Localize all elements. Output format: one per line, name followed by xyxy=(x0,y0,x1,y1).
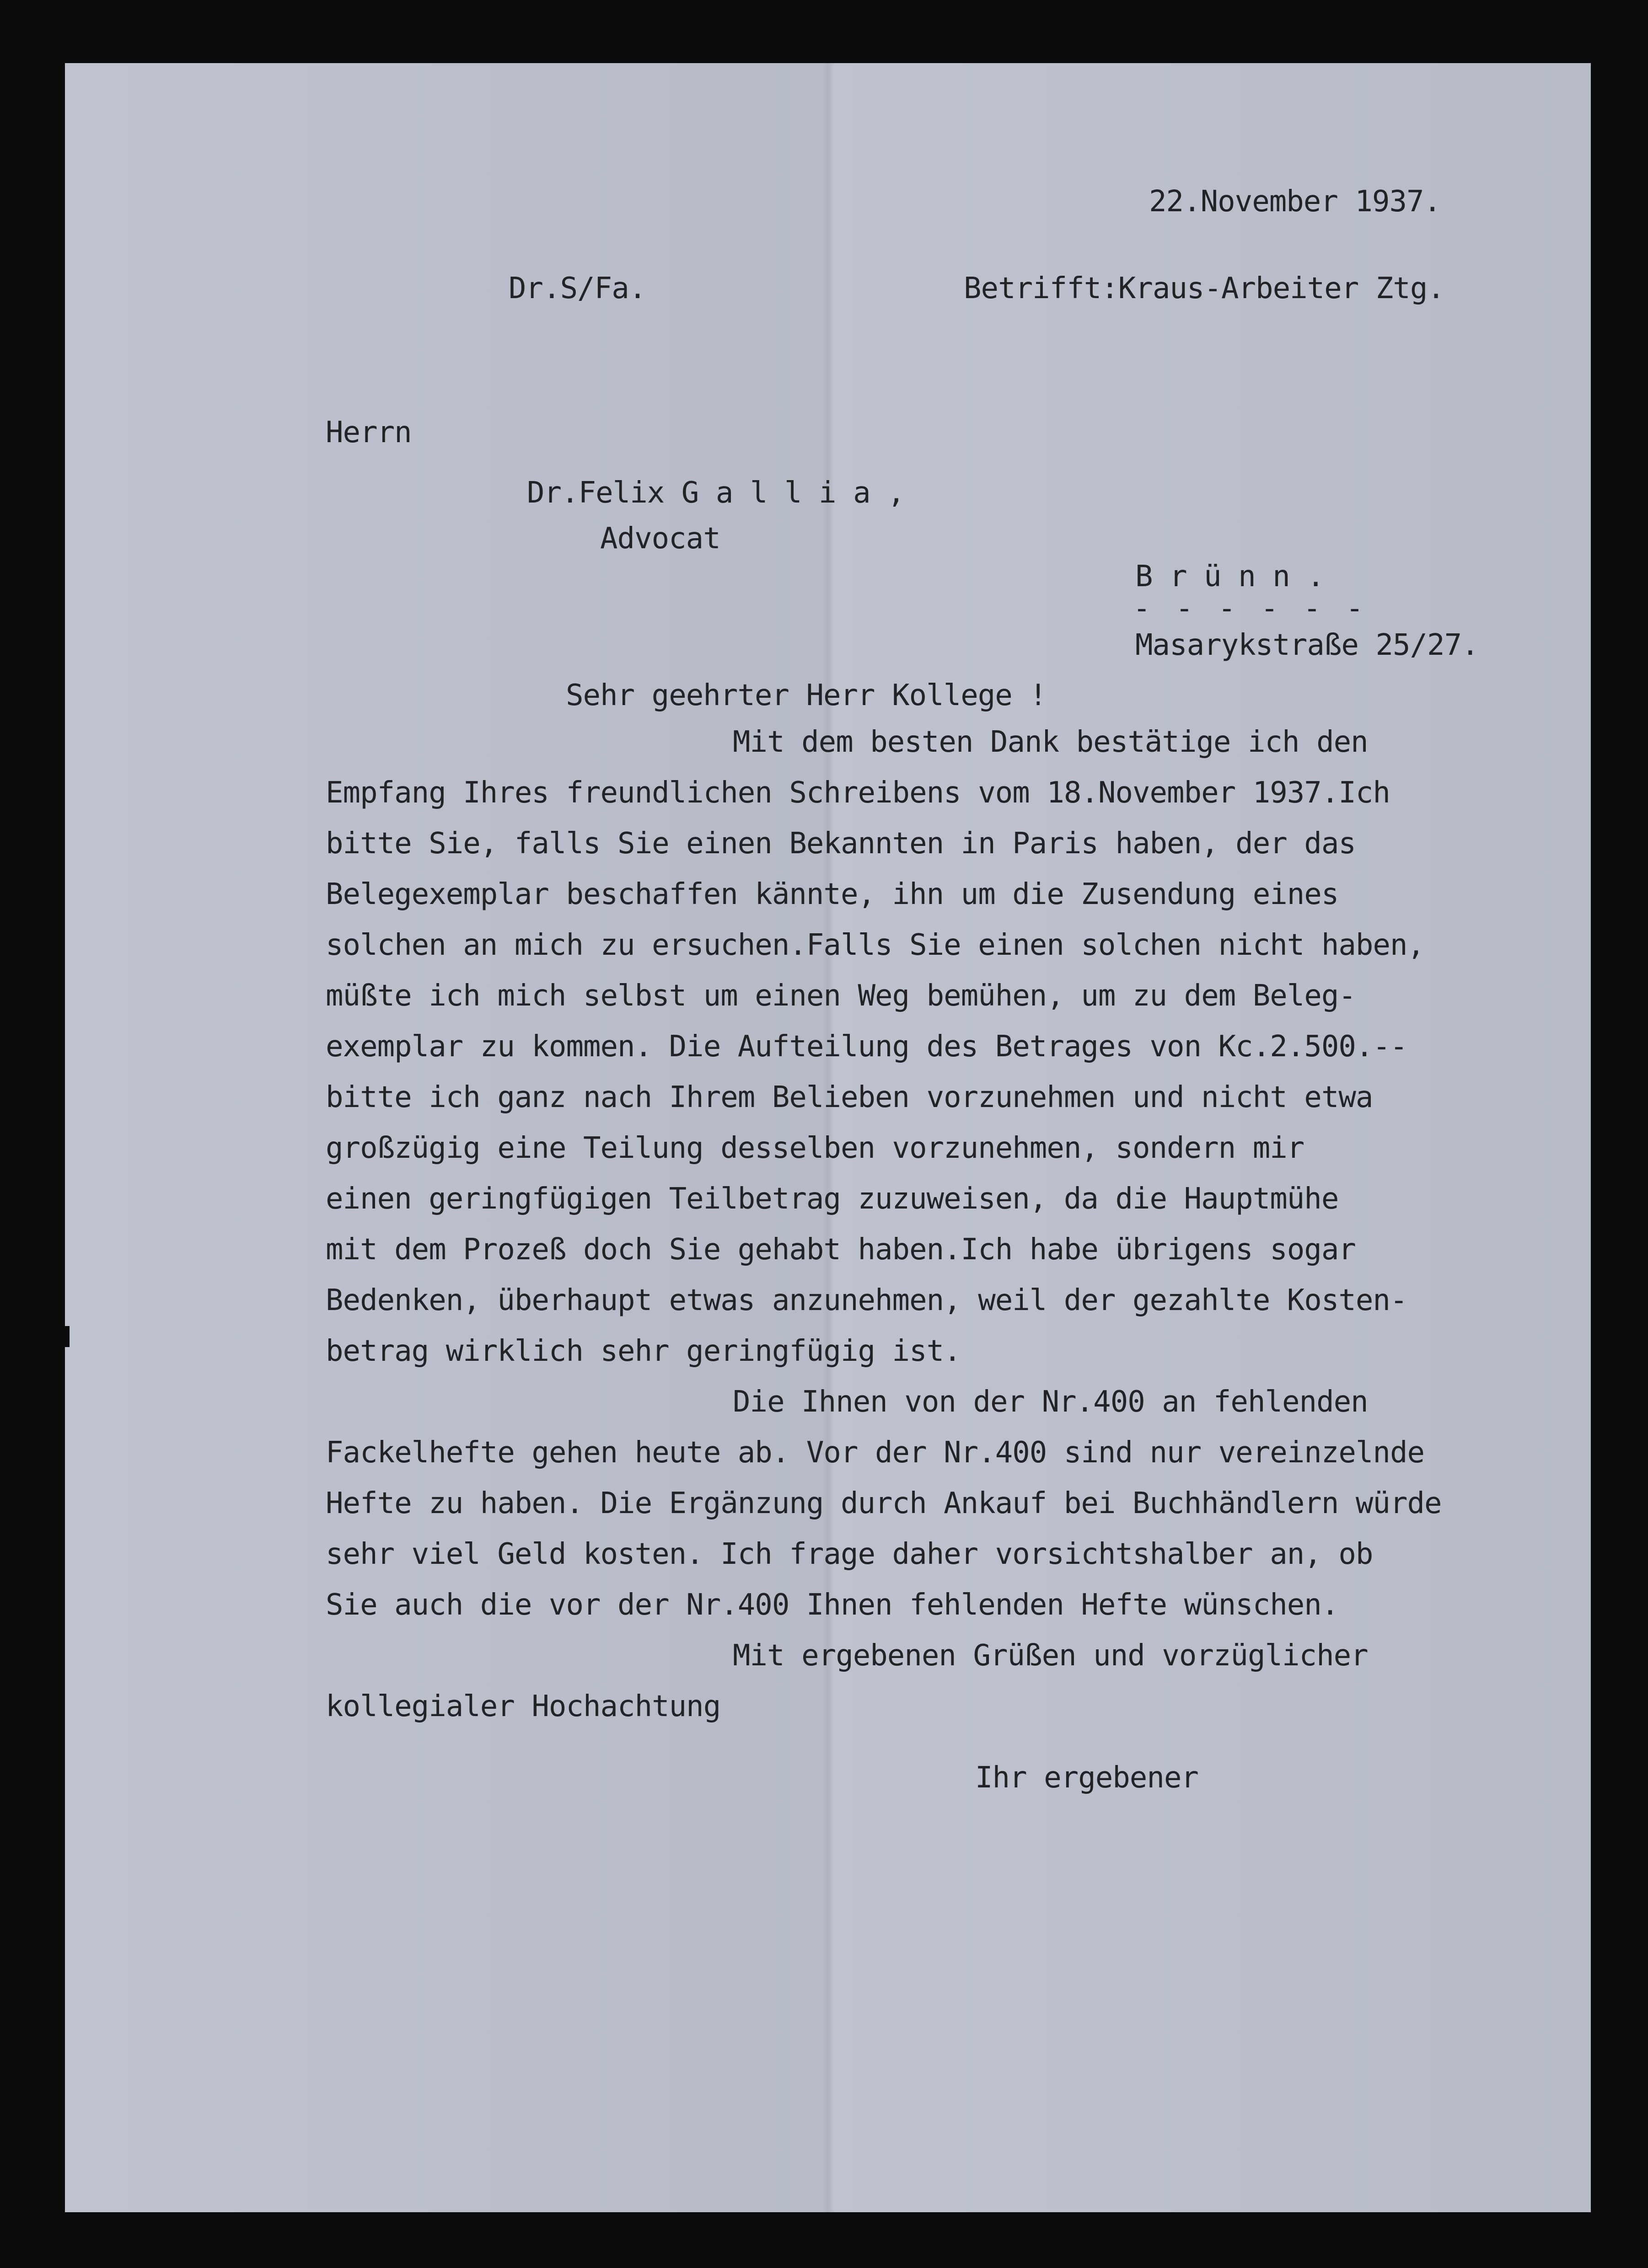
body-line-20: kollegialer Hochachtung xyxy=(326,1690,721,1723)
reference-code: Dr.S/Fa. xyxy=(509,272,646,305)
body-line-17: sehr viel Geld kosten. Ich frage daher vorsichtshalber an, ob xyxy=(326,1537,1373,1571)
body-line-12: Bedenken, überhaupt etwas anzunehmen, weil der gezahlte Kosten- xyxy=(326,1284,1407,1317)
body-line-5: solchen an mich zu ersuchen.Falls Sie einen solchen nicht haben, xyxy=(326,928,1424,962)
body-line-9: großzügig eine Teilung desselben vorzunehmen, sondern mir xyxy=(326,1131,1304,1165)
body-line-19: Mit ergebenen Grüßen und vorzüglicher xyxy=(733,1639,1368,1673)
body-line-7: exemplar zu kommen. Die Aufteilung des Betrages von Kc.2.500.-- xyxy=(326,1030,1407,1064)
recipient-salutation-line: Herrn xyxy=(326,416,412,449)
body-line-3: bitte Sie, falls Sie einen Bekannten in Paris haben, der das xyxy=(326,827,1356,861)
body-line-10: einen geringfügigen Teilbetrag zuzuweisen, da die Hauptmühe xyxy=(326,1182,1339,1216)
body-line-1: Mit dem besten Dank bestätige ich den xyxy=(733,725,1368,759)
letter-date: 22.November 1937. xyxy=(1149,185,1441,219)
body-line-15: Fackelhefte gehen heute ab. Vor der Nr.400 sind nur vereinzelnde xyxy=(326,1436,1424,1470)
body-line-6: müßte ich mich selbst um einen Weg bemühen, um zu dem Beleg- xyxy=(326,979,1356,1013)
recipient-street: Masarykstraße 25/27. xyxy=(1135,628,1479,662)
recipient-city-underline: - - - - - - xyxy=(1133,592,1367,626)
recipient-name: Dr.Felix G a l l i a , xyxy=(527,476,905,510)
subject-line: Betrifft:Kraus-Arbeiter Ztg. xyxy=(964,272,1444,305)
greeting: Sehr geehrter Herr Kollege ! xyxy=(566,679,1047,712)
closing: Ihr ergebener xyxy=(975,1761,1198,1795)
body-line-14: Die Ihnen von der Nr.400 an fehlenden xyxy=(733,1385,1368,1419)
recipient-title: Advocat xyxy=(600,522,720,556)
paper-edge-notch xyxy=(63,1326,70,1347)
body-line-13: betrag wirklich sehr geringfügig ist. xyxy=(326,1334,961,1368)
body-line-11: mit dem Prozeß doch Sie gehabt haben.Ich habe übrigens sogar xyxy=(326,1233,1356,1267)
body-line-18: Sie auch die vor der Nr.400 Ihnen fehlenden Hefte wünschen. xyxy=(326,1588,1339,1622)
recipient-city: B r ü n n . xyxy=(1135,560,1324,594)
body-line-16: Hefte zu haben. Die Ergänzung durch Ankauf bei Buchhändlern würde xyxy=(326,1487,1442,1520)
body-line-4: Belegexemplar beschaffen kännte, ihn um die Zusendung eines xyxy=(326,877,1339,911)
body-line-2: Empfang Ihres freundlichen Schreibens vom 18.November 1937.Ich xyxy=(326,776,1390,810)
letter-sheet xyxy=(65,63,1591,2212)
body-line-8: bitte ich ganz nach Ihrem Belieben vorzunehmen und nicht etwa xyxy=(326,1081,1373,1114)
